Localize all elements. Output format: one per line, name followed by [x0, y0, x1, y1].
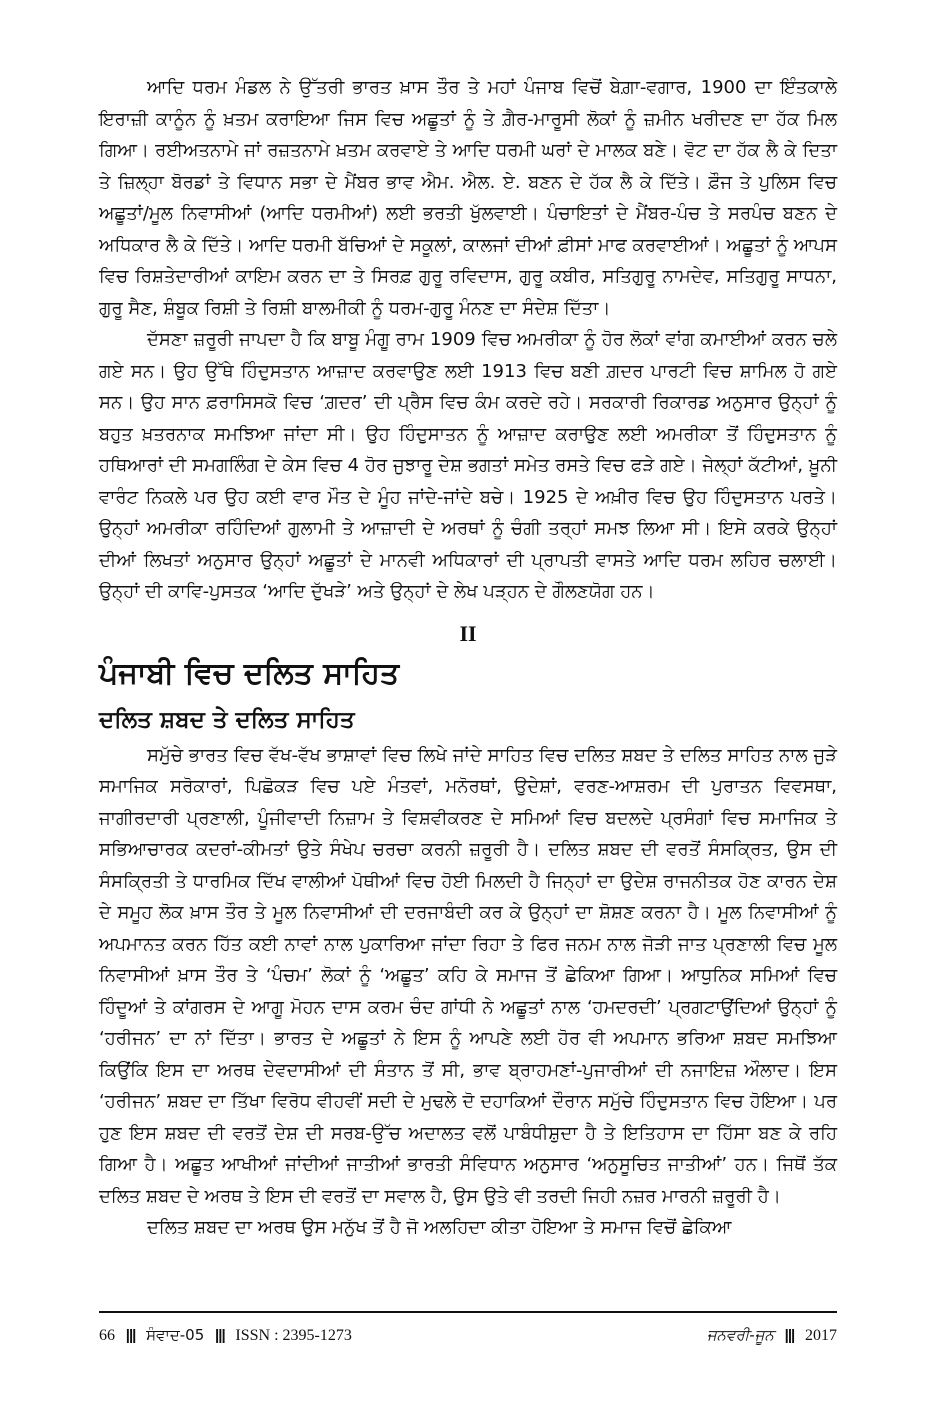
- separator-bars: |||: [215, 1327, 225, 1344]
- issue-year: 2017: [805, 1327, 837, 1344]
- paragraph-dalit-word-meaning: ਸਮੁੱਚੇ ਭਾਰਤ ਵਿਚ ਵੱਖ-ਵੱਖ ਭਾਸ਼ਾਵਾਂ ਵਿਚ ਲਿਖੇ ਜਾਂਦੇ ਸਾਹਿਤ ਵਿਚ ਦਲਿਤ ਸ਼ਬਦ ਤੇ ਦਲਿਤ ਸਾਹਿਤ ਨਾਲ ਜੁੜੇ ਸਮਾਜਿਕ ਸਰੋਕਾਰਾਂ, ਪਿਛੋਕੜ ਵਿਚ ਪਏ ਮੰਤਵਾਂ, ਮਨੋਰਥਾਂ, ਉਦੇਸ਼ਾਂ, ਵਰਣ-ਆਸ਼ਰਮ ਦੀ ਪੁਰਾਤਨ ਵਿਵਸਥਾ, ਜਾਗੀਰਦਾਰੀ ਪ੍ਰਣਾਲੀ, ਪੂੰਜੀਵਾਦੀ ਨਿਜ਼ਾਮ ਤੇ ਵਿਸ਼ਵੀਕਰਣ ਦੇ ਸਮਿਆਂ ਵਿਚ ਬਦਲਦੇ ਪ੍ਰਸੰਗਾਂ ਵਿਚ ਸਮਾਜਿਕ ਤੇ ਸਭਿਆਚਾਰਕ ਕਦਰਾਂ-ਕੀਮਤਾਂ ਉਤੇ ਸੰਖੇਪ ਚਰਚਾ ਕਰਨੀ ਜ਼ਰੂਰੀ ਹੈ। ਦਲਿਤ ਸ਼ਬਦ ਦੀ ਵਰਤੋਂ ਸੰਸਕ੍ਰਿਤ, ਉਸ ਦੀ ਸੰਸਕ੍ਰਿਤੀ ਤੇ ਧਾਰਮਿਕ ਦਿੱਖ ਵਾਲੀਆਂ ਪੋਥੀਆਂ ਵਿਚ ਹੋਈ ਮਿਲਦੀ ਹੈ ਜਿਨ੍ਹਾਂ ਦਾ ਉਦੇਸ਼ ਰਾਜਨੀਤਕ ਹੋਣ ਕਾਰਨ ਦੇਸ਼ ਦੇ ਸਮੂਹ ਲੋਕ ਖ਼ਾਸ ਤੌਰ ਤੇ ਮੂਲ ਨਿਵਾਸੀਆਂ ਦੀ ਦਰਜਾਬੰਦੀ ਕਰ ਕੇ ਉਨ੍ਹਾਂ ਦਾ ਸ਼ੋਸ਼ਣ ਕਰਨਾ ਹੈ। ਮੂਲ ਨਿਵਾਸੀਆਂ ਨੂੰ ਅਪਮਾਨਤ ਕਰਨ ਹਿੱਤ ਕਈ ਨਾਵਾਂ ਨਾਲ ਪੁਕਾਰਿਆ ਜਾਂਦਾ ਰਿਹਾ ਤੇ ਫਿਰ ਜਨਮ ਨਾਲ ਜੋੜੀ ਜਾਤ ਪ੍ਰਣਾਲੀ ਵਿਚ ਮੂਲ ਨਿਵਾਸੀਆਂ ਖ਼ਾਸ ਤੌਰ ਤੇ ‘ਪੰਚਮ’ ਲੋਕਾਂ ਨੂੰ ‘ਅਛੂਤ’ ਕਹਿ ਕੇ ਸਮਾਜ ਤੋਂ ਛੇਕਿਆ ਗਿਆ। ਆਧੁਨਿਕ ਸਮਿਆਂ ਵਿਚ ਹਿੰਦੂਆਂ ਤੇ ਕਾਂਗਰਸ ਦੇ ਆਗੂ ਮੋਹਨ ਦਾਸ ਕਰਮ ਚੰਦ ਗਾਂਧੀ ਨੇ ਅਛੂਤਾਂ ਨਾਲ ‘ਹਮਦਰਦੀ’ ਪ੍ਰਗਟਾਉਂਦਿਆਂ ਉਨ੍ਹਾਂ ਨੂੰ ‘ਹਰੀਜਨ’ ਦਾ ਨਾਂ ਦਿੱਤਾ। ਭਾਰਤ ਦੇ ਅਛੂਤਾਂ ਨੇ ਇਸ ਨੂੰ ਆਪਣੇ ਲਈ ਹੋਰ ਵੀ ਅਪਮਾਨ ਭਰਿਆ ਸ਼ਬਦ ਸਮਝਿਆ ਕਿਉਂਕਿ ਇਸ ਦਾ ਅਰਥ ਦੇਵਦਾਸੀਆਂ ਦੀ ਸੰਤਾਨ ਤੋਂ ਸੀ, ਭਾਵ ਬ੍ਰਾਹਮਣਾਂ-ਪੁਜਾਰੀਆਂ ਦੀ ਨਜਾਇਜ਼ ਔਲਾਦ। ਇਸ ‘ਹਰੀਜਨ’ ਸ਼ਬਦ ਦਾ ਤਿੱਖਾ ਵਿਰੋਧ ਵੀਹਵੀਂ ਸਦੀ ਦੇ ਮੁਢਲੇ ਦੋ ਦਹਾਕਿਆਂ ਦੌਰਾਨ ਸਮੁੱਚੇ ਹਿੰਦੁਸਤਾਨ ਵਿਚ ਹੋਇਆ। ਪਰ ਹੁਣ ਇਸ ਸ਼ਬਦ ਦੀ ਵਰਤੋਂ ਦੇਸ਼ ਦੀ ਸਰਬ-ਉੱਚ ਅਦਾਲਤ ਵਲੋਂ ਪਾਬੰਧੀਸ਼ੁਦਾ ਹੈ ਤੇ ਇਤਿਹਾਸ ਦਾ ਹਿੱਸਾ ਬਣ ਕੇ ਰਹਿ ਗਿਆ ਹੈ। ਅਛੂਤ ਆਖੀਆਂ ਜਾਂਦੀਆਂ ਜਾਤੀਆਂ ਭਾਰਤੀ ਸੰਵਿਧਾਨ ਅਨੁਸਾਰ ‘ਅਨੁਸੂਚਿਤ ਜਾਤੀਆਂ’ ਹਨ। ਜਿਥੋਂ ਤੱਕ ਦਲਿਤ ਸ਼ਬਦ ਦੇ ਅਰਥ ਤੇ ਇਸ ਦੀ ਵਰਤੋਂ ਦਾ ਸਵਾਲ ਹੈ, ਉਸ ਉਤੇ ਵੀ ਤਰਦੀ ਜਿਹੀ ਨਜ਼ਰ ਮਾਰਨੀ ਜ਼ਰੂਰੀ ਹੈ।: [99, 744, 837, 1207]
- footer-right: [707, 1323, 837, 1348]
- issn-number: ISSN : 2395-1273: [235, 1327, 352, 1344]
- subsection-heading: ਦਲਿਤ ਸ਼ਬਦ ਤੇ ਦਲਿਤ ਸਾਹਿਤ: [99, 706, 355, 733]
- footer-left: [99, 1323, 352, 1348]
- separator-bars: |||: [784, 1327, 795, 1344]
- paragraph-dalit-definition: ਦਲਿਤ ਸ਼ਬਦ ਦਾ ਅਰਥ ਉਸ ਮਨੁੱਖ ਤੋਂ ਹੈ ਜੋ ਅਲਹਿਦਾ ਕੀਤਾ ਹੋਇਆ ਤੇ ਸਮਾਜ ਵਿਚੋਂ ਛੇਕਿਆ: [147, 1217, 732, 1238]
- section-marker: II: [459, 620, 477, 646]
- issue-period: ਜਨਵਰੀ-ਜੂਨ: [706, 1326, 774, 1344]
- footer-divider: [99, 1311, 837, 1313]
- separator-bars: |||: [125, 1327, 136, 1344]
- paragraph-babu-mangu-ram: ਦੱਸਣਾ ਜ਼ਰੂਰੀ ਜਾਪਦਾ ਹੈ ਕਿ ਬਾਬੂ ਮੰਗੂ ਰਾਮ 1909 ਵਿਚ ਅਮਰੀਕਾ ਨੂੰ ਹੋਰ ਲੋਕਾਂ ਵਾਂਗ ਕਮਾਈਆਂ ਕਰਨ ਚਲੇ ਗਏ ਸਨ। ਉਹ ਉੱਥੇ ਹਿੰਦੁਸਤਾਨ ਆਜ਼ਾਦ ਕਰਵਾਉਣ ਲਈ 1913 ਵਿਚ ਬਣੀ ਗ਼ਦਰ ਪਾਰਟੀ ਵਿਚ ਸ਼ਾਮਿਲ ਹੋ ਗਏ ਸਨ। ਉਹ ਸਾਨ ਫ਼ਰਾਸਿਸਕੋ ਵਿਚ ‘ਗ਼ਦਰ’ ਦੀ ਪ੍ਰੈਸ ਵਿਚ ਕੰਮ ਕਰਦੇ ਰਹੇ। ਸਰਕਾਰੀ ਰਿਕਾਰਡ ਅਨੁਸਾਰ ਉਨ੍ਹਾਂ ਨੂੰ ਬਹੁਤ ਖ਼ਤਰਨਾਕ ਸਮਝਿਆ ਜਾਂਦਾ ਸੀ। ਉਹ ਹਿੰਦੁਸਾਤਨ ਨੂੰ ਆਜ਼ਾਦ ਕਰਾਉਣ ਲਈ ਅਮਰੀਕਾ ਤੋਂ ਹਿੰਦੁਸਤਾਨ ਨੂੰ ਹਥਿਆਰਾਂ ਦੀ ਸਮਗਲਿੰਗ ਦੇ ਕੇਸ ਵਿਚ 4 ਹੋਰ ਜੁਝਾਰੂ ਦੇਸ਼ ਭਗਤਾਂ ਸਮੇਤ ਰਸਤੇ ਵਿਚ ਫੜੇ ਗਏ। ਜੇਲ੍ਹਾਂ ਕੱਟੀਆਂ, ਖ਼ੂਨੀ ਵਾਰੰਟ ਨਿਕਲੇ ਪਰ ਉਹ ਕਈ ਵਾਰ ਮੌਤ ਦੇ ਮੂੰਹ ਜਾਂਦੇ-ਜਾਂਦੇ ਬਚੇ। 1925 ਦੇ ਅਖ਼ੀਰ ਵਿਚ ਉਹ ਹਿੰਦੁਸਤਾਨ ਪਰਤੇ। ਉਨ੍ਹਾਂ ਅਮਰੀਕਾ ਰਹਿੰਦਿਆਂ ਗੁਲਾਮੀ ਤੇ ਆਜ਼ਾਦੀ ਦੇ ਅਰਥਾਂ ਨੂੰ ਚੰਗੀ ਤਰ੍ਹਾਂ ਸਮਝ ਲਿਆ ਸੀ। ਇਸੇ ਕਰਕੇ ਉਨ੍ਹਾਂ ਦੀਆਂ ਲਿਖਤਾਂ ਅਨੁਸਾਰ ਉਨ੍ਹਾਂ ਅਛੂਤਾਂ ਦੇ ਮਾਨਵੀ ਅਧਿਕਾਰਾਂ ਦੀ ਪ੍ਰਾਪਤੀ ਵਾਸਤੇ ਆਦਿ ਧਰਮ ਲਹਿਰ ਚਲਾਈ। ਉਨ੍ਹਾਂ ਦੀ ਕਾਵਿ-ਪੁਸਤਕ ‘ਆਦਿ ਦੁੱਖੜੇ’ ਅਤੇ ਉਨ੍ਹਾਂ ਦੇ ਲੇਖ ਪੜ੍ਹਨ ਦੇ ਗੌਲਣਯੋਗ ਹਨ।: [99, 329, 837, 602]
- journal-name: ਸੰਵਾਦ-05: [146, 1326, 205, 1344]
- paragraph-adi-dharam-reforms: ਆਦਿ ਧਰਮ ਮੰਡਲ ਨੇ ਉੱਤਰੀ ਭਾਰਤ ਖ਼ਾਸ ਤੌਰ ਤੇ ਮਹਾਂ ਪੰਜਾਬ ਵਿਚੋਂ ਬੇਗ਼ਾ-ਵਗਾਰ, 1900 ਦਾ ਇੰਤਕਾਲੇ ਇਰਾਜ਼ੀ ਕਾਨੂੰਨ ਨੂੰ ਖ਼ਤਮ ਕਰਾਇਆ ਜਿਸ ਵਿਚ ਅਛੂਤਾਂ ਨੂੰ ਤੇ ਗ਼ੈਰ-ਮਾਰੂਸੀ ਲੋਕਾਂ ਨੂੰ ਜ਼ਮੀਨ ਖਰੀਦਣ ਦਾ ਹੱਕ ਮਿਲ ਗਿਆ। ਰਈਅਤਨਾਮੇ ਜਾਂ ਰਜ਼ਤਨਾਮੇ ਖ਼ਤਮ ਕਰਵਾਏ ਤੇ ਆਦਿ ਧਰਮੀ ਘਰਾਂ ਦੇ ਮਾਲਕ ਬਣੇ। ਵੋਟ ਦਾ ਹੱਕ ਲੈ ਕੇ ਦਿਤਾ ਤੇ ਜ਼ਿਲ੍ਹਾ ਬੋਰਡਾਂ ਤੇ ਵਿਧਾਨ ਸਭਾ ਦੇ ਮੈਂਬਰ ਭਾਵ ਐਮ. ਐਲ. ਏ. ਬਣਨ ਦੇ ਹੱਕ ਲੈ ਕੇ ਦਿੱਤੇ। ਫ਼ੌਜ ਤੇ ਪੁਲਿਸ ਵਿਚ ਅਛੂਤਾਂ/ਮੂਲ ਨਿਵਾਸੀਆਂ (ਆਦਿ ਧਰਮੀਆਂ) ਲਈ ਭਰਤੀ ਖੁੱਲਵਾਈ। ਪੰਚਾਇਤਾਂ ਦੇ ਮੈਂਬਰ-ਪੰਚ ਤੇ ਸਰਪੰਚ ਬਣਨ ਦੇ ਅਧਿਕਾਰ ਲੈ ਕੇ ਦਿੱਤੇ। ਆਦਿ ਧਰਮੀ ਬੱਚਿਆਂ ਦੇ ਸਕੂਲਾਂ, ਕਾਲਜਾਂ ਦੀਆਂ ਫ਼ੀਸਾਂ ਮਾਫ ਕਰਵਾਈਆਂ। ਅਛੂਤਾਂ ਨੂੰ ਆਪਸ ਵਿਚ ਰਿਸ਼ਤੇਦਾਰੀਆਂ ਕਾਇਮ ਕਰਨ ਦਾ ਤੇ ਸਿਰਫ਼ ਗੁਰੂ ਰਵਿਦਾਸ, ਗੁਰੂ ਕਬੀਰ, ਸਤਿਗੁਰੂ ਨਾਮਦੇਵ, ਸਤਿਗੁਰੂ ਸਾਧਨਾ, ਗੁਰੂ ਸੈਣ, ਸ਼ੰਬੂਕ ਰਿਸ਼ੀ ਤੇ ਰਿਸ਼ੀ ਬਾਲਮੀਕੀ ਨੂੰ ਧਰਮ-ਗੁਰੂ ਮੰਨਣ ਦਾ ਸੰਦੇਸ਼ ਦਿੱਤਾ।: [99, 77, 837, 319]
- page-body: [99, 72, 837, 1244]
- section-heading: ਪੰਜਾਬੀ ਵਿਚ ਦਲਿਤ ਸਾਹਿਤ: [99, 655, 400, 691]
- page-footer: [99, 1323, 837, 1347]
- page-number: 66: [99, 1327, 115, 1344]
